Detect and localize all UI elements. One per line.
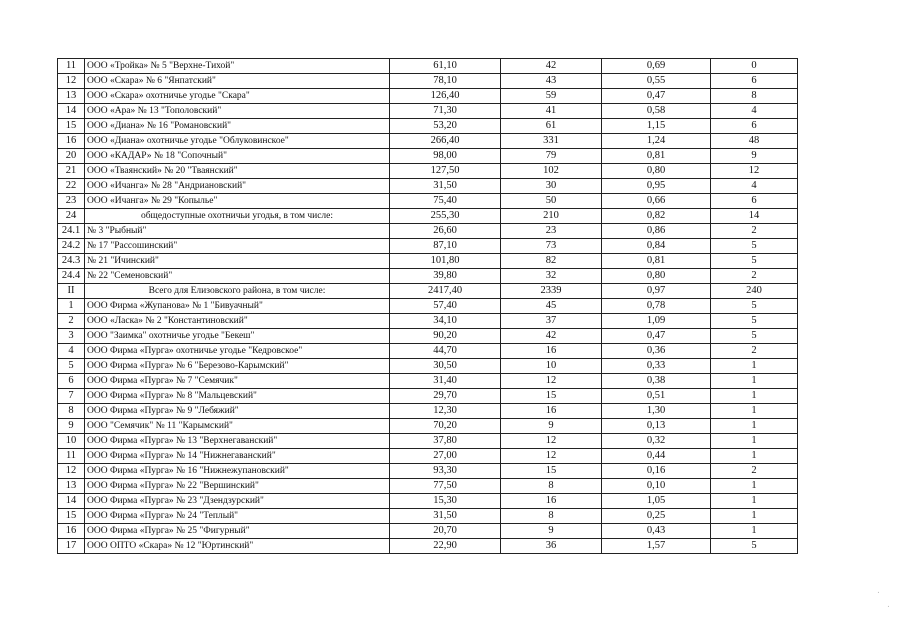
count-cell: 8 xyxy=(501,509,602,524)
row-number-cell: 23 xyxy=(58,194,85,209)
density-cell: 0,47 xyxy=(602,89,711,104)
count-cell: 2339 xyxy=(501,284,602,299)
quota-cell: 6 xyxy=(711,119,798,134)
quota-cell: 1 xyxy=(711,479,798,494)
row-number-cell: 8 xyxy=(58,404,85,419)
area-cell: 127,50 xyxy=(390,164,501,179)
quota-cell: 2 xyxy=(711,269,798,284)
row-number-cell: 24.3 xyxy=(58,254,85,269)
hunting-ground-name-cell: ООО Фирма «Пурга» № 16 "Нижнежупановский" xyxy=(85,464,390,479)
area-cell: 61,10 xyxy=(390,59,501,74)
count-cell: 32 xyxy=(501,269,602,284)
density-cell: 0,97 xyxy=(602,284,711,299)
count-cell: 82 xyxy=(501,254,602,269)
table-row xyxy=(58,434,798,449)
hunting-ground-name-cell: № 22 "Семеновский" xyxy=(85,269,390,284)
row-number-cell: 11 xyxy=(58,59,85,74)
count-cell: 16 xyxy=(501,344,602,359)
area-cell: 77,50 xyxy=(390,479,501,494)
hunting-ground-name-cell: ООО «Тройка» № 5 "Верхне-Тихой" xyxy=(85,59,390,74)
table-row xyxy=(58,194,798,209)
row-number-cell: 14 xyxy=(58,104,85,119)
density-cell: 0,84 xyxy=(602,239,711,254)
table-row xyxy=(58,404,798,419)
table-row xyxy=(58,464,798,479)
table-row xyxy=(58,209,798,224)
table-row xyxy=(58,494,798,509)
quota-cell: 14 xyxy=(711,209,798,224)
area-cell: 34,10 xyxy=(390,314,501,329)
area-cell: 27,00 xyxy=(390,449,501,464)
hunting-ground-name-cell: ООО Фирма «Пурга» № 6 "Березово-Карымский" xyxy=(85,359,390,374)
area-cell: 266,40 xyxy=(390,134,501,149)
table-row xyxy=(58,524,798,539)
quota-cell: 240 xyxy=(711,284,798,299)
quota-cell: 6 xyxy=(711,74,798,89)
table-row xyxy=(58,389,798,404)
hunting-ground-name-cell: № 21 "Ичинский" xyxy=(85,254,390,269)
density-cell: 0,32 xyxy=(602,434,711,449)
count-cell: 210 xyxy=(501,209,602,224)
quota-cell: 1 xyxy=(711,494,798,509)
area-cell: 12,30 xyxy=(390,404,501,419)
density-cell: 0,36 xyxy=(602,344,711,359)
area-cell: 71,30 xyxy=(390,104,501,119)
count-cell: 59 xyxy=(501,89,602,104)
quota-cell: 1 xyxy=(711,404,798,419)
density-cell: 0,43 xyxy=(602,524,711,539)
count-cell: 15 xyxy=(501,464,602,479)
quota-cell: 48 xyxy=(711,134,798,149)
count-cell: 41 xyxy=(501,104,602,119)
row-number-cell: II xyxy=(58,284,85,299)
row-number-cell: 4 xyxy=(58,344,85,359)
hunting-ground-name-cell: ООО "Семячик" № 11 "Карымский" xyxy=(85,419,390,434)
quota-cell: 12 xyxy=(711,164,798,179)
area-cell: 30,50 xyxy=(390,359,501,374)
area-cell: 255,30 xyxy=(390,209,501,224)
density-cell: 0,58 xyxy=(602,104,711,119)
quota-cell: 2 xyxy=(711,464,798,479)
count-cell: 42 xyxy=(501,59,602,74)
quota-cell: 2 xyxy=(711,224,798,239)
row-number-cell: 12 xyxy=(58,464,85,479)
area-cell: 78,10 xyxy=(390,74,501,89)
quota-cell: 1 xyxy=(711,374,798,389)
table-row xyxy=(58,164,798,179)
row-number-cell: 24.2 xyxy=(58,239,85,254)
table-row xyxy=(58,104,798,119)
density-cell: 1,24 xyxy=(602,134,711,149)
table-body xyxy=(58,59,798,554)
density-cell: 0,86 xyxy=(602,224,711,239)
density-cell: 0,38 xyxy=(602,374,711,389)
area-cell: 37,80 xyxy=(390,434,501,449)
table-row xyxy=(58,419,798,434)
quota-cell: 1 xyxy=(711,434,798,449)
area-cell: 26,60 xyxy=(390,224,501,239)
area-cell: 29,70 xyxy=(390,389,501,404)
hunting-ground-name-cell: ООО Фирма «Пурга» № 24 "Теплый" xyxy=(85,509,390,524)
scan-artifact-mark: . xyxy=(887,600,890,610)
hunting-ground-name-cell: ООО Фирма «Пурга» № 25 "Фигурный" xyxy=(85,524,390,539)
density-cell: 0,80 xyxy=(602,269,711,284)
area-cell: 53,20 xyxy=(390,119,501,134)
density-cell: 0,81 xyxy=(602,149,711,164)
table-row xyxy=(58,119,798,134)
table-row xyxy=(58,89,798,104)
table-row xyxy=(58,179,798,194)
row-number-cell: 22 xyxy=(58,179,85,194)
area-cell: 90,20 xyxy=(390,329,501,344)
quota-cell: 8 xyxy=(711,89,798,104)
hunting-ground-name-cell: ООО «Диана» № 16 "Романовский" xyxy=(85,119,390,134)
table-row xyxy=(58,59,798,74)
density-cell: 0,47 xyxy=(602,329,711,344)
density-cell: 0,13 xyxy=(602,419,711,434)
quota-cell: 5 xyxy=(711,329,798,344)
area-cell: 126,40 xyxy=(390,89,501,104)
table-row xyxy=(58,149,798,164)
count-cell: 9 xyxy=(501,524,602,539)
table-row xyxy=(58,479,798,494)
quota-cell: 6 xyxy=(711,194,798,209)
area-cell: 31,50 xyxy=(390,509,501,524)
hunting-ground-name-cell: ООО Фирма «Жупанова» № 1 "Бивуачный" xyxy=(85,299,390,314)
table-row xyxy=(58,449,798,464)
count-cell: 16 xyxy=(501,494,602,509)
count-cell: 15 xyxy=(501,389,602,404)
count-cell: 12 xyxy=(501,449,602,464)
count-cell: 30 xyxy=(501,179,602,194)
row-number-cell: 9 xyxy=(58,419,85,434)
hunting-ground-name-cell: ООО ОПТО «Скара» № 12 "Юртинский" xyxy=(85,539,390,554)
count-cell: 36 xyxy=(501,539,602,554)
density-cell: 0,66 xyxy=(602,194,711,209)
hunting-ground-name-cell: ООО «Тваянский» № 20 "Тваянский" xyxy=(85,164,390,179)
count-cell: 43 xyxy=(501,74,602,89)
row-number-cell: 15 xyxy=(58,509,85,524)
row-number-cell: 2 xyxy=(58,314,85,329)
density-cell: 1,30 xyxy=(602,404,711,419)
hunting-ground-name-cell: ООО «Ичанга» № 29 "Копылье" xyxy=(85,194,390,209)
quota-cell: 0 xyxy=(711,59,798,74)
quota-cell: 1 xyxy=(711,419,798,434)
row-number-cell: 6 xyxy=(58,374,85,389)
hunting-ground-name-cell: № 17 "Рассошинский" xyxy=(85,239,390,254)
count-cell: 331 xyxy=(501,134,602,149)
table-row xyxy=(58,239,798,254)
count-cell: 16 xyxy=(501,404,602,419)
area-cell: 2417,40 xyxy=(390,284,501,299)
row-number-cell: 24.1 xyxy=(58,224,85,239)
row-number-cell: 7 xyxy=(58,389,85,404)
count-cell: 45 xyxy=(501,299,602,314)
table-row xyxy=(58,299,798,314)
density-cell: 1,15 xyxy=(602,119,711,134)
row-number-cell: 5 xyxy=(58,359,85,374)
density-cell: 0,95 xyxy=(602,179,711,194)
table-row xyxy=(58,254,798,269)
area-cell: 75,40 xyxy=(390,194,501,209)
quota-cell: 9 xyxy=(711,149,798,164)
hunting-ground-name-cell: ООО Фирма «Пурга» охотничье угодье "Кедровское" xyxy=(85,344,390,359)
quota-cell: 5 xyxy=(711,314,798,329)
area-cell: 39,80 xyxy=(390,269,501,284)
density-cell: 1,09 xyxy=(602,314,711,329)
row-number-cell: 15 xyxy=(58,119,85,134)
row-number-cell: 13 xyxy=(58,479,85,494)
count-cell: 23 xyxy=(501,224,602,239)
count-cell: 79 xyxy=(501,149,602,164)
hunting-ground-name-cell: ООО «Скара» охотничье угодье "Скара" xyxy=(85,89,390,104)
hunting-ground-name-cell: № 3 "Рыбный" xyxy=(85,224,390,239)
table-row xyxy=(58,134,798,149)
count-cell: 61 xyxy=(501,119,602,134)
area-cell: 101,80 xyxy=(390,254,501,269)
hunting-ground-name-cell: ООО «Диана» охотничье угодье "Облуковинское" xyxy=(85,134,390,149)
quota-cell: 1 xyxy=(711,389,798,404)
count-cell: 12 xyxy=(501,434,602,449)
row-number-cell: 11 xyxy=(58,449,85,464)
area-cell: 98,00 xyxy=(390,149,501,164)
density-cell: 0,82 xyxy=(602,209,711,224)
density-cell: 0,44 xyxy=(602,449,711,464)
count-cell: 12 xyxy=(501,374,602,389)
table-row xyxy=(58,269,798,284)
row-number-cell: 16 xyxy=(58,524,85,539)
hunting-ground-name-cell: ООО Фирма «Пурга» № 23 "Дзендзурский" xyxy=(85,494,390,509)
table-row xyxy=(58,539,798,554)
hunting-ground-name-cell: ООО «Скара» № 6 "Янпатский" xyxy=(85,74,390,89)
quota-cell: 1 xyxy=(711,524,798,539)
row-number-cell: 24 xyxy=(58,209,85,224)
row-number-cell: 24.4 xyxy=(58,269,85,284)
hunting-ground-name-cell: ООО «Ласка» № 2 "Константиновский" xyxy=(85,314,390,329)
hunting-ground-name-cell: ООО Фирма «Пурга» № 22 "Вершинский" xyxy=(85,479,390,494)
density-cell: 0,78 xyxy=(602,299,711,314)
row-number-cell: 1 xyxy=(58,299,85,314)
table-row xyxy=(58,359,798,374)
table-row xyxy=(58,74,798,89)
area-cell: 20,70 xyxy=(390,524,501,539)
density-cell: 1,57 xyxy=(602,539,711,554)
hunting-ground-name-cell: общедоступные охотничьи угодья, в том числе: xyxy=(85,209,390,224)
row-number-cell: 12 xyxy=(58,74,85,89)
row-number-cell: 14 xyxy=(58,494,85,509)
density-cell: 0,51 xyxy=(602,389,711,404)
hunting-ground-name-cell: ООО Фирма «Пурга» № 7 "Семячик" xyxy=(85,374,390,389)
hunting-ground-name-cell: ООО Фирма «Пурга» № 8 "Мальцевский" xyxy=(85,389,390,404)
area-cell: 70,20 xyxy=(390,419,501,434)
area-cell: 57,40 xyxy=(390,299,501,314)
quota-cell: 4 xyxy=(711,179,798,194)
table-row xyxy=(58,224,798,239)
quota-cell: 5 xyxy=(711,239,798,254)
density-cell: 0,10 xyxy=(602,479,711,494)
quota-cell: 1 xyxy=(711,359,798,374)
quota-cell: 2 xyxy=(711,344,798,359)
table-row xyxy=(58,374,798,389)
area-cell: 87,10 xyxy=(390,239,501,254)
hunting-ground-name-cell: ООО Фирма «Пурга» № 13 "Верхнегаванский" xyxy=(85,434,390,449)
row-number-cell: 16 xyxy=(58,134,85,149)
count-cell: 37 xyxy=(501,314,602,329)
count-cell: 8 xyxy=(501,479,602,494)
count-cell: 102 xyxy=(501,164,602,179)
hunting-ground-name-cell: ООО «КАДАР» № 18 "Сопочный" xyxy=(85,149,390,164)
quota-cell: 5 xyxy=(711,254,798,269)
table-row xyxy=(58,314,798,329)
row-number-cell: 17 xyxy=(58,539,85,554)
quota-cell: 5 xyxy=(711,299,798,314)
count-cell: 73 xyxy=(501,239,602,254)
area-cell: 22,90 xyxy=(390,539,501,554)
row-number-cell: 21 xyxy=(58,164,85,179)
table-row xyxy=(58,329,798,344)
row-number-cell: 3 xyxy=(58,329,85,344)
quota-cell: 4 xyxy=(711,104,798,119)
scan-artifact-mark: . xyxy=(877,586,880,596)
area-cell: 44,70 xyxy=(390,344,501,359)
hunting-ground-name-cell: ООО «Ичанга» № 28 "Андриановский" xyxy=(85,179,390,194)
quota-cell: 5 xyxy=(711,539,798,554)
row-number-cell: 13 xyxy=(58,89,85,104)
hunting-grounds-table xyxy=(57,58,798,554)
table-row xyxy=(58,344,798,359)
area-cell: 31,40 xyxy=(390,374,501,389)
hunting-ground-name-cell: Всего для Елизовского района, в том числе: xyxy=(85,284,390,299)
count-cell: 50 xyxy=(501,194,602,209)
count-cell: 9 xyxy=(501,419,602,434)
density-cell: 0,55 xyxy=(602,74,711,89)
row-number-cell: 20 xyxy=(58,149,85,164)
hunting-ground-name-cell: ООО Фирма «Пурга» № 14 "Нижнегаванский" xyxy=(85,449,390,464)
hunting-ground-name-cell: ООО Фирма «Пурга» № 9 "Лебяжий" xyxy=(85,404,390,419)
density-cell: 0,69 xyxy=(602,59,711,74)
area-cell: 31,50 xyxy=(390,179,501,194)
density-cell: 0,16 xyxy=(602,464,711,479)
density-cell: 1,05 xyxy=(602,494,711,509)
row-number-cell: 10 xyxy=(58,434,85,449)
area-cell: 93,30 xyxy=(390,464,501,479)
hunting-ground-name-cell: ООО «Ара» № 13 "Тополовский" xyxy=(85,104,390,119)
density-cell: 0,81 xyxy=(602,254,711,269)
area-cell: 15,30 xyxy=(390,494,501,509)
hunting-ground-name-cell: ООО "Заимка" охотничье угодье "Бекеш" xyxy=(85,329,390,344)
count-cell: 10 xyxy=(501,359,602,374)
density-cell: 0,25 xyxy=(602,509,711,524)
table-row xyxy=(58,509,798,524)
quota-cell: 1 xyxy=(711,449,798,464)
density-cell: 0,80 xyxy=(602,164,711,179)
quota-cell: 1 xyxy=(711,509,798,524)
count-cell: 42 xyxy=(501,329,602,344)
density-cell: 0,33 xyxy=(602,359,711,374)
table-row xyxy=(58,284,798,299)
